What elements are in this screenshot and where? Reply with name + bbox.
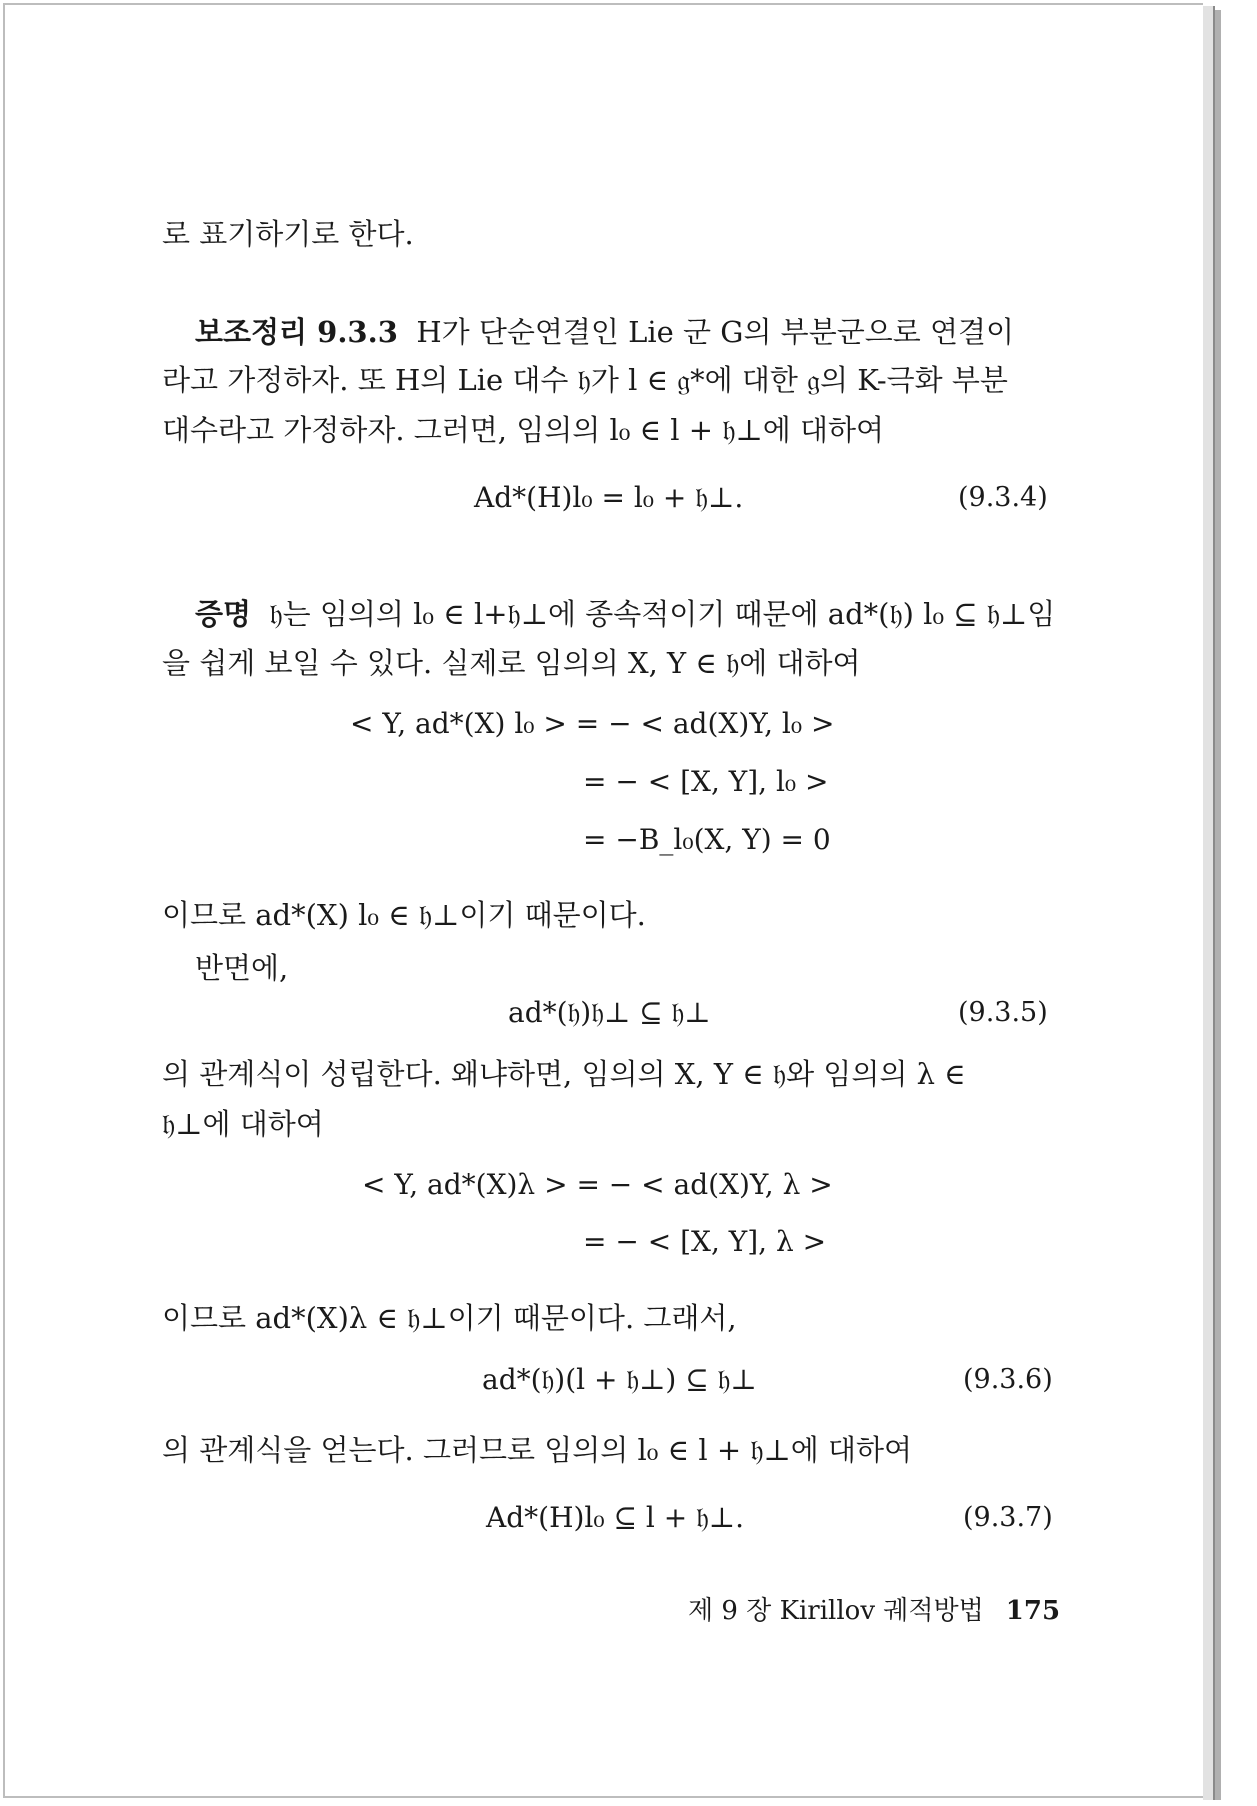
- text-line: 반면에,: [195, 951, 289, 985]
- equation-number: (9.3.6): [963, 1364, 1053, 1395]
- text-line: 대수라고 가정하자. 그러면, 임의의 l₀ ∈ l + 𝔥⊥에 대하여: [162, 413, 885, 447]
- page-edge-shadow: [1215, 10, 1221, 1800]
- proof-text: 𝔥는 임의의 l₀ ∈ l+𝔥⊥에 종속적이기 때문에 ad*(𝔥) l₀ ⊆ 𝔥⊥임: [269, 597, 1056, 631]
- lemma-label: 보조정리 9.3.3: [195, 315, 398, 349]
- proof-line: [195, 596, 1055, 632]
- equation: = − < [X, Y], l₀ >: [583, 765, 829, 798]
- equation: ad*(𝔥)(l + 𝔥⊥) ⊆ 𝔥⊥: [482, 1363, 757, 1396]
- equation-number: (9.3.5): [958, 997, 1048, 1028]
- equation-number: (9.3.4): [958, 482, 1048, 513]
- text-line: 의 관계식이 성립한다. 왜냐하면, 임의의 X, Y ∈ 𝔥와 임의의 λ ∈: [162, 1057, 966, 1091]
- text-line: 라고 가정하자. 또 H의 Lie 대수 𝔥가 l ∈ 𝔤*에 대한 𝔤의 K-극화 부분: [162, 363, 1008, 397]
- equation: = − < [X, Y], λ >: [583, 1225, 827, 1258]
- equation: < Y, ad*(X)λ > = − < ad(X)Y, λ >: [362, 1168, 833, 1201]
- page-number: 175: [1005, 1596, 1061, 1626]
- page-footer: [688, 1594, 1060, 1628]
- equation: ad*(𝔥)𝔥⊥ ⊆ 𝔥⊥: [508, 996, 711, 1029]
- text-line: 로 표기하기로 한다.: [162, 217, 414, 251]
- text-line: 이므로 ad*(X)λ ∈ 𝔥⊥이기 때문이다. 그래서,: [162, 1301, 737, 1335]
- text-line: 𝔥⊥에 대하여: [162, 1107, 324, 1141]
- equation: = −B_l₀(X, Y) = 0: [583, 823, 831, 856]
- proof-label: 증명: [195, 597, 252, 631]
- equation: < Y, ad*(X) l₀ > = − < ad(X)Y, l₀ >: [350, 707, 835, 740]
- lemma-line: [195, 314, 1014, 350]
- equation: Ad*(H)l₀ ⊆ l + 𝔥⊥.: [486, 1501, 745, 1534]
- chapter-title: 제 9 장 Kirillov 궤적방법: [688, 1596, 984, 1626]
- text-line: 이므로 ad*(X) l₀ ∈ 𝔥⊥이기 때문이다.: [162, 898, 646, 932]
- equation: Ad*(H)l₀ = l₀ + 𝔥⊥.: [474, 481, 744, 514]
- text-line: 을 쉽게 보일 수 있다. 실제로 임의의 X, Y ∈ 𝔥에 대하여: [162, 646, 861, 680]
- equation-number: (9.3.7): [963, 1502, 1053, 1533]
- page-edge: [1203, 6, 1215, 1800]
- lemma-text: H가 단순연결인 Lie 군 G의 부분군으로 연결이: [416, 315, 1015, 349]
- text-line: 의 관계식을 얻는다. 그러므로 임의의 l₀ ∈ l + 𝔥⊥에 대하여: [162, 1433, 913, 1467]
